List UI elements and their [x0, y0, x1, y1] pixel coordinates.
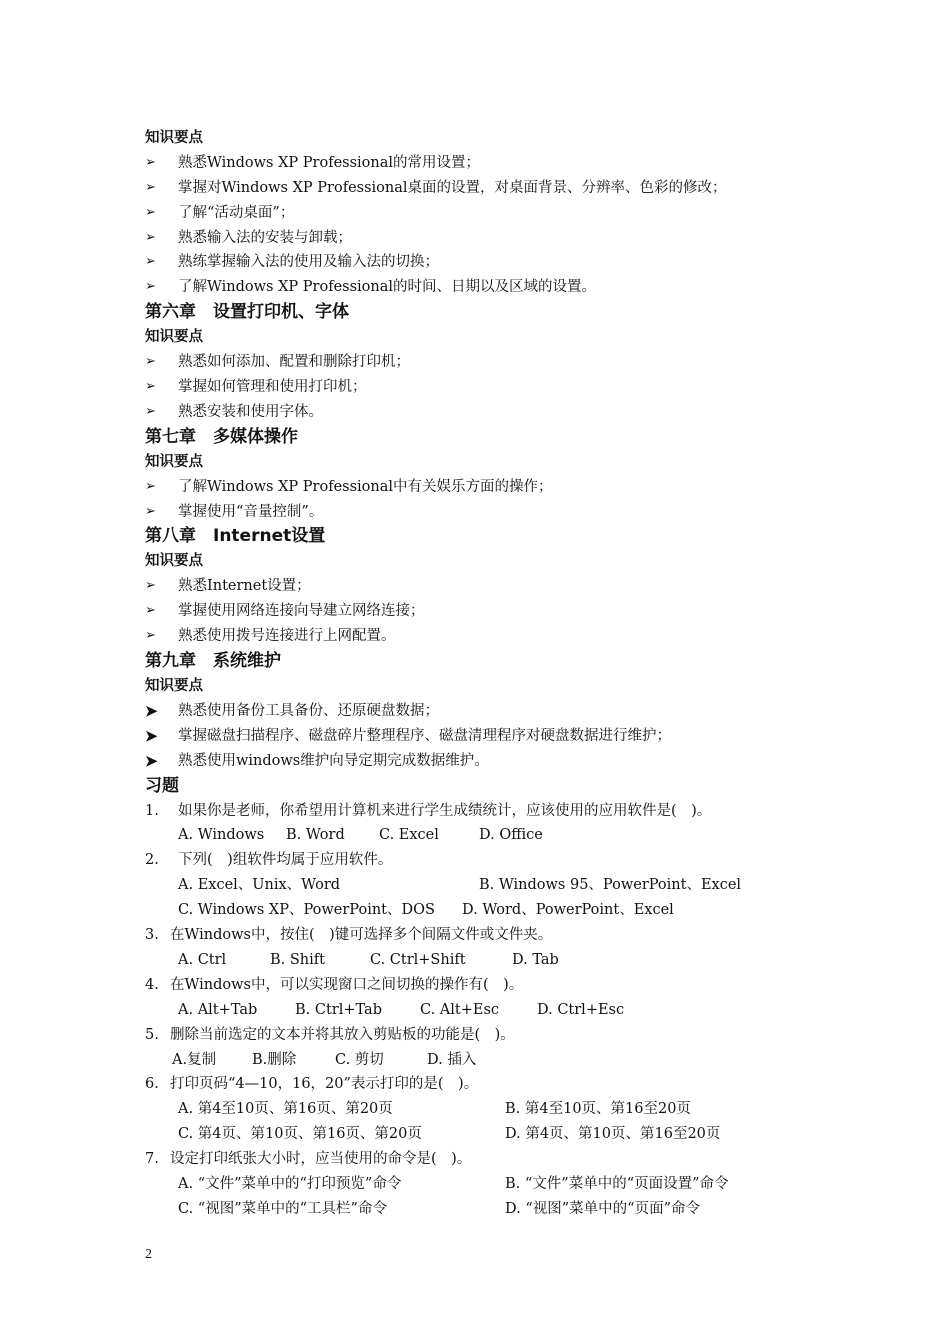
- question: 1. 如果你是老师，你希望用计算机来进行学生成绩统计，应该使用的应用软件是( )。: [145, 802, 712, 819]
- knowledge-points-heading: 知识要点: [145, 453, 203, 470]
- knowledge-points-heading: 知识要点: [145, 329, 203, 346]
- arrow-bullet-icon: ➤: [145, 726, 158, 745]
- knowledge-points-heading: 知识要点: [145, 678, 203, 695]
- question-options: C. Windows XP、PowerPoint、DOS D. Word、PowerPoint、Excel: [178, 902, 674, 919]
- question-options: A. Windows B. Word C. Excel D. Office: [178, 827, 543, 844]
- question: 3. 在Windows中，按住( )键可选择多个间隔文件或文件夹。: [145, 927, 553, 944]
- list-item: ➢ 掌握使用网络连接向导建立网络连接；: [145, 599, 825, 624]
- arrow-bullet-icon: ➢: [145, 503, 156, 519]
- question-options: A. Alt+Tab B. Ctrl+Tab C. Alt+Esc D. Ctrl+Esc: [178, 1001, 625, 1018]
- knowledge-points-heading: 知识要点: [145, 553, 203, 570]
- question: 6. 打印页码“4—10，16，20”表示打印的是( )。: [145, 1076, 479, 1093]
- list-item: ➢ 掌握如何管理和使用打印机；: [145, 375, 825, 400]
- question: 7. 设定打印纸张大小时，应当使用的命令是( )。: [145, 1151, 472, 1168]
- chapter-title: 第八章 Internet设置: [145, 526, 326, 547]
- list-item: ➢ 熟悉输入法的安装与卸载；: [145, 226, 825, 251]
- exercises-title: 习题: [145, 775, 179, 796]
- list-item: ➢ 了解Windows XP Professional的时间、日期以及区域的设置。: [145, 275, 825, 300]
- question-options: A. “文件”菜单中的“打印预览”命令 B. “文件”菜单中的“页面设置”命令: [178, 1175, 729, 1192]
- question: 5. 删除当前选定的文本并将其放入剪贴板的功能是( )。: [145, 1026, 515, 1043]
- arrow-bullet-icon: ➢: [145, 603, 156, 619]
- arrow-bullet-icon: ➢: [145, 254, 156, 270]
- arrow-bullet-icon: ➤: [145, 751, 158, 770]
- arrow-bullet-icon: ➤: [145, 701, 158, 720]
- arrow-bullet-icon: ➢: [145, 628, 156, 644]
- list-item: ➢ 掌握使用“音量控制”。: [145, 500, 825, 525]
- arrow-bullet-icon: ➢: [145, 578, 156, 594]
- list-item: ➢ 熟悉Internet设置；: [145, 574, 825, 599]
- arrow-bullet-icon: ➢: [145, 403, 156, 419]
- list-item: ➤ 掌握磁盘扫描程序、磁盘碎片整理程序、磁盘清理程序对硬盘数据进行维护；: [145, 724, 825, 749]
- list-item: ➢ 了解Windows XP Professional中有关娱乐方面的操作；: [145, 475, 825, 500]
- chapter-title: 第七章 多媒体操作: [145, 426, 298, 447]
- arrow-bullet-icon: ➢: [145, 379, 156, 395]
- arrow-bullet-icon: ➢: [145, 179, 156, 195]
- list-item: ➤ 熟悉使用windows维护向导定期完成数据维护。: [145, 749, 825, 774]
- list-item: ➢ 熟悉安装和使用字体。: [145, 400, 825, 425]
- question-options: C. 第4页、第10页、第16页、第20页 D. 第4页、第10页、第16至20页: [178, 1126, 721, 1143]
- question-options: A.复制 B.删除 C. 剪切 D. 插入: [172, 1051, 477, 1068]
- page-number: 2: [145, 1247, 152, 1262]
- document-body: [145, 126, 825, 1222]
- list-item: ➢ 熟练掌握输入法的使用及输入法的切换；: [145, 250, 825, 275]
- question-options: A. 第4至10页、第16页、第20页 B. 第4至10页、第16至20页: [178, 1101, 691, 1118]
- list-item: ➢ 了解“活动桌面”；: [145, 201, 825, 226]
- arrow-bullet-icon: ➢: [145, 279, 156, 295]
- question-options: A. Excel、Unix、Word B. Windows 95、PowerPoint、Excel: [178, 877, 742, 894]
- list-item: ➢ 熟悉如何添加、配置和删除打印机；: [145, 350, 825, 375]
- question-options: C. “视图”菜单中的“工具栏”命令 D. “视图”菜单中的“页面”命令: [178, 1200, 700, 1217]
- chapter-title: 第九章 系统维护: [145, 651, 281, 672]
- list-item: ➤ 熟悉使用备份工具备份、还原硬盘数据；: [145, 699, 825, 724]
- list-item: ➢ 熟悉Windows XP Professional的常用设置；: [145, 151, 825, 176]
- arrow-bullet-icon: ➢: [145, 354, 156, 370]
- arrow-bullet-icon: ➢: [145, 478, 156, 494]
- chapter-title: 第六章 设置打印机、字体: [145, 302, 349, 323]
- knowledge-points-heading: 知识要点: [145, 130, 203, 146]
- arrow-bullet-icon: ➢: [145, 229, 156, 245]
- arrow-bullet-icon: ➢: [145, 154, 156, 170]
- question-options: A. Ctrl B. Shift C. Ctrl+Shift D. Tab: [178, 951, 559, 968]
- arrow-bullet-icon: ➢: [145, 204, 156, 220]
- question: 4. 在Windows中，可以实现窗口之间切换的操作有( )。: [145, 976, 524, 993]
- question: 2. 下列( )组软件均属于应用软件。: [145, 852, 393, 869]
- list-item: ➢ 熟悉使用拨号连接进行上网配置。: [145, 624, 825, 649]
- list-item: ➢ 掌握对Windows XP Professional桌面的设置，对桌面背景、分辨率、色彩的修改；: [145, 176, 825, 201]
